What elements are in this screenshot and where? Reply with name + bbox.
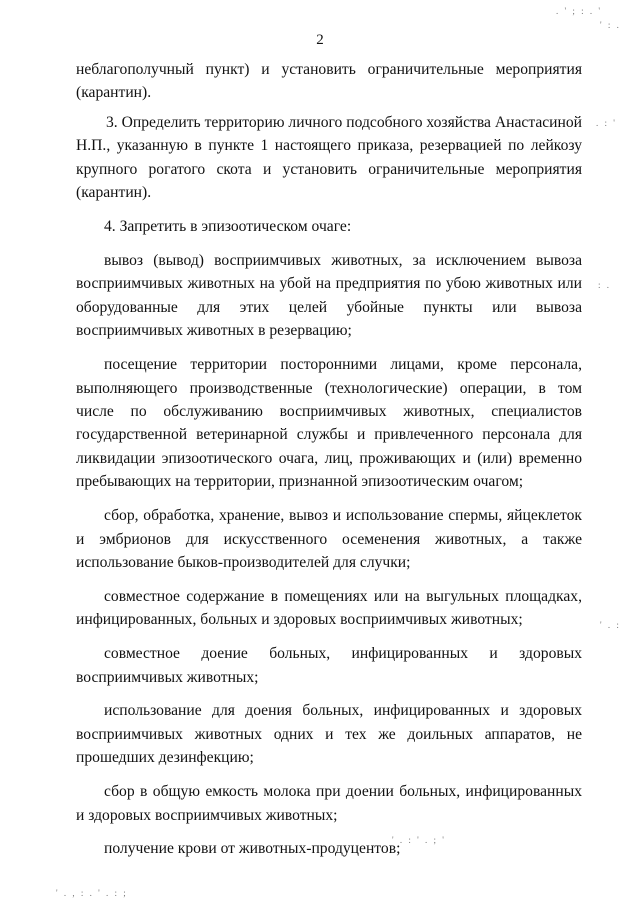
body-text <box>76 111 582 871</box>
prohibition-item-8: получение крови от животных-продуцентов; <box>104 840 401 858</box>
page-number: 2 <box>316 32 324 48</box>
scan-noise: : . <box>598 280 612 290</box>
continuation-paragraph-block <box>76 58 582 105</box>
prohibition-item-2: посещение территории посторонними лицами, кроме персонала, выполняющего производственные (технологические) операции, в том числе по обслуживанию восприимчивых животных, специалистов государственной ветеринарной службы и привлеченного персонала для ликвидации эпизоотического очага, лиц, проживающих и (или) временно пребывающих на территории, признанной эпизоотическим очагом; <box>76 356 582 491</box>
prohibition-item-4: совместное содержание в помещениях или на выгульных площадках, инфицированных, больных и здоровых восприимчивых животных; <box>76 587 582 629</box>
prohibition-item-5: совместное доение больных, инфицированных и здоровых восприимчивых животных; <box>76 645 582 686</box>
prohibition-item-1: вывоз (вывод) восприимчивых животных, за исключением вывоза восприимчивых животных на убой на предприятия по убою животных или оборудованные для этих целей убойные пункты или вывоза восприимчивых животных в резервацию; <box>76 252 582 340</box>
scan-noise: ' . : <box>600 620 621 630</box>
scan-noise: ' . : ' . ; ' <box>392 835 446 845</box>
paragraph-3: 3. Определить территорию личного подсобного хозяйства Анастасиной Н.П., указанную в пункте 1 настоящего приказа, резервацией по лейкозу крупного рогатого скота и установить ограничительные мероприятия (карантин). <box>76 114 582 202</box>
scan-noise: ' : . <box>600 20 621 30</box>
prohibition-item-6: использование для доения больных, инфицированных и здоровых восприимчивых животных одних и тех же доильных аппаратов, не прошедших дезинфекцию; <box>76 702 582 767</box>
scan-noise: . : ' <box>596 118 617 128</box>
continuation-paragraph: неблагополучный пункт) и установить ограничительные мероприятия (карантин). <box>76 61 582 102</box>
scan-noise: . ' ; : . ' <box>556 6 602 16</box>
prohibition-item-3: сбор, обработка, хранение, вывоз и использование спермы, яйцеклеток и эмбрионов для искусственного осеменения животных, а также использование быков-производителей для случки; <box>76 507 582 571</box>
prohibition-item-7: сбор в общую емкость молока при доении больных, инфицированных и здоровых восприимчивых животных; <box>76 783 582 824</box>
scan-noise: ' . , : . ' . : ; <box>56 888 128 898</box>
paragraph-4: 4. Запретить в эпизоотическом очаге: <box>104 218 352 236</box>
